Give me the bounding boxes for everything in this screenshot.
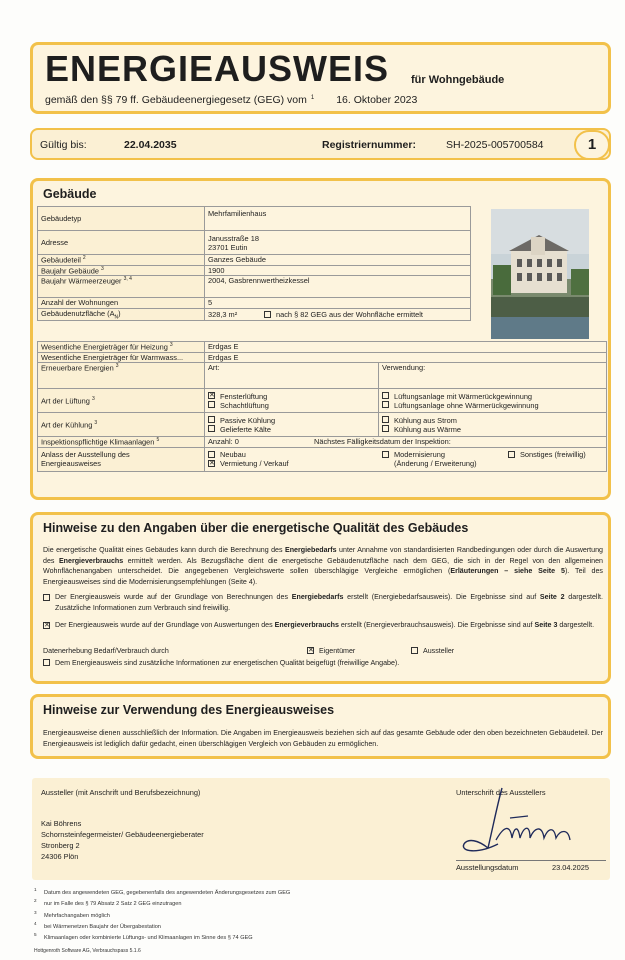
data-collection-row: Datenerhebung Bedarf/Verbrauch durch ✕ Eigentümer Aussteller [43, 646, 455, 655]
row-label: Wesentliche Energieträger für Heizung $^3$ [38, 342, 205, 353]
checkbox [382, 401, 389, 408]
signature-label: Unterschrift des Ausstellers [456, 788, 546, 797]
option-additional-info: Dem Energieausweis sind zusätzliche Informationen zur energetischen Qualität beigefügt (freiwillige Angabe). [43, 658, 603, 669]
row-value: 5 [205, 298, 471, 309]
issuer-label: Aussteller (mit Anschrift und Berufsbezeichnung) [41, 788, 201, 797]
checkbox [208, 416, 215, 423]
hints-usage-heading: Hinweise zur Verwendung des Energieausweises [43, 703, 335, 717]
law-reference [45, 94, 417, 106]
row-label: Baujahr Wärmeerzeuger $^{3, 4}$ [38, 276, 205, 298]
title-box [30, 42, 611, 114]
law-footnote-ref: 1 [310, 94, 315, 101]
option-demand-based: Der Energieausweis wurde auf der Grundlage von Berechnungen des Energiebedarfs erstellt (Energiebedarfsausweis). Die Ergebnisse sind auf Seite 2 dargestellt. Zusätzliche Informationen zum Verbrauch sind freiwillig. [43, 592, 603, 613]
row-value: 328,3 m² nach § 82 GEG aus der Wohnfläche ermittelt [205, 308, 471, 320]
checkbox [382, 392, 389, 399]
issue-date: 23.04.2025 [552, 863, 589, 872]
cooling-options-a: Passive Kühlung Gelieferte Kälte [205, 413, 379, 437]
cooling-options-b: Kühlung aus Strom Kühlung aus Wärme [379, 413, 607, 437]
ventilation-options-b: Lüftungsanlage mit Wärmerückgewinnung Lüftungsanlage ohne Wärmerückgewinnung [379, 389, 607, 413]
renewable-use: Verwendung: [379, 363, 607, 389]
checkbox [208, 401, 215, 408]
row-label: Anzahl der Wohnungen [38, 298, 205, 309]
checkbox [208, 425, 215, 432]
hints-intro-paragraph: Die energetische Qualität eines Gebäudes kann durch die Berechnung des Energiebedarfs unter Annahme von standardisierten Randbedingungen oder durch die Auswertung des Energieverbrauchs ermittelt werden. Als Bezugsfläche dient die energetische Gebäudenutzfläche nach dem GEG, die sich in der Regel von den allgemeinen Wohnflächenangaben unterscheidet. Die angegebenen Vergleichswerte sollen überschlägige Vergleiche ermöglichen (Erläuterungen – siehe Seite 5). Teil des Energieausweises sind die Modernisierungsempfehlungen (Seite 4). [43, 546, 603, 586]
footnotes [34, 886, 290, 942]
issuer-section [32, 778, 610, 880]
row-label: Erneuerbare Energien $^3$ [38, 363, 205, 389]
option-consumption-based: ✕ Der Energieausweis wurde auf der Grundlage von Auswertungen des Energieverbrauchs erstellt (Energieverbrauchsausweis). Die Ergebnisse sind auf Seite 3 dargestellt. [44, 621, 595, 629]
document-subtitle: für Wohngebäude [411, 74, 505, 86]
registration-label: Registriernummer: [322, 139, 416, 151]
row-label: Gebäudeteil $^2$ [38, 255, 205, 266]
row-label: Inspektionspflichtige Klimaanlagen $^5$ [38, 437, 205, 448]
row-value: Mehrfamilienhaus [205, 207, 471, 231]
row-label: Art der Kühlung $^3$ [38, 413, 205, 437]
footnote: $^2$nur im Falle des § 79 Absatz 2 Satz 2 GEG einzutragen [34, 898, 182, 908]
row-label: Wesentliche Energieträger für Warmwass... [38, 352, 205, 363]
checkbox [382, 425, 389, 432]
page-number-badge: 1 [574, 130, 610, 160]
signature [458, 782, 592, 860]
law-date: 16. Oktober 2023 [336, 94, 418, 106]
row-value: Ganzes Gebäude [205, 255, 471, 266]
issue-date-label: Ausstellungsdatum [456, 863, 519, 872]
row-value: Erdgas E [205, 352, 607, 363]
row-value: 1900 [205, 265, 471, 276]
area-note: nach § 82 GEG aus der Wohnfläche ermittelt [276, 310, 423, 320]
checkbox-checked: ✕ [44, 622, 50, 629]
checkbox [208, 451, 215, 458]
hints-usage-text: Energieausweise dienen ausschließlich der Information. Die Angaben im Energieausweis beziehen sich auf das gesamte Gebäude oder den oben bezeichneten Gebäudeteil. Der Energieausweis ist lediglich dafür gedacht, einen überschlägigen Vergleich von Gebäuden zu ermöglichen. [43, 729, 603, 748]
building-table-top [37, 206, 471, 321]
hints-usage-section [30, 694, 611, 759]
issuer-title: Schornsteinfegermeister/ Gebäudeenergieberater [41, 830, 204, 839]
hints-quality-heading: Hinweise zu den Angaben über die energetische Qualität des Gebäudes [43, 521, 469, 535]
renewable-type: Art: [205, 363, 379, 389]
checkbox [411, 647, 418, 654]
issuer-city: 24306 Plön [41, 852, 79, 861]
ventilation-options-a: ✕ Fensterlüftung Schachtlüftung [205, 389, 379, 413]
row-label: Baujahr Gebäude $^3$ [38, 265, 205, 276]
row-label: Anlass der Ausstellung des Energieausweises [38, 447, 205, 471]
row-value [205, 231, 471, 255]
checkbox-checked: ✕ [209, 392, 215, 400]
row-label: Art der Lüftung $^3$ [38, 389, 205, 413]
checkbox [382, 451, 389, 458]
row-label: Gebäudetyp [38, 207, 205, 231]
row-value: Erdgas E [205, 342, 607, 353]
footnote: $^4$bei Wärmenetzen Baujahr der Übergabestation [34, 920, 161, 930]
checkbox-checked: ✕ [209, 459, 215, 467]
validity-bar [30, 128, 611, 160]
checkbox [43, 594, 50, 601]
row-label: Gebäudenutzfläche $(A_N)$ [38, 308, 205, 320]
checkbox [508, 451, 515, 458]
footnote: $^1$Datum des angewendeten GEG, gegebenenfalls des angewendeten Änderungsgesetzes zum GEG [34, 887, 291, 896]
inspection-value: Anzahl: 0 Nächstes Fälligkeitsdatum der Inspektion: [205, 437, 607, 448]
building-photo [491, 209, 589, 339]
valid-until-date: 22.04.2035 [124, 139, 177, 151]
building-heading: Gebäude [43, 187, 97, 201]
occasion-options: Neubau Modernisierung Sonstiges (freiwillig) ✕ Vermietung / Verkauf (Änderung / Erweiterung) [205, 447, 607, 471]
registration-number: SH-2025-005700584 [446, 139, 544, 151]
address-street: Janusstraße 18 [208, 233, 259, 243]
checkbox-checked: ✕ [308, 646, 314, 654]
checkbox [264, 311, 271, 318]
issuer-address [41, 818, 204, 862]
checkbox [43, 659, 50, 666]
footnote: $^5$Klimaanlagen oder kombinierte Lüftungs- und Klimaanlagen im Sinne des § 74 GEG [34, 932, 253, 941]
issuer-street: Stronberg 2 [41, 841, 80, 850]
document-title: ENERGIEAUSWEIS [45, 48, 390, 89]
checkbox [382, 416, 389, 423]
hints-quality-section [30, 512, 611, 684]
row-label: Adresse [38, 231, 205, 255]
footnote: $^3$Mehrfachangaben möglich [34, 909, 110, 919]
row-value: 2004, Gasbrennwertheizkessel [205, 276, 471, 298]
issuer-name: Kai Böhrens [41, 819, 82, 828]
law-text: gemäß den §§ 79 ff. Gebäudeenergiegesetz (GEG) vom [45, 94, 307, 106]
building-table-bottom [37, 341, 607, 472]
valid-until-label: Gültig bis: [40, 139, 87, 151]
software-credit: Hottgenroth Software AG, Verbrauchspass 5.1.6 [34, 948, 141, 954]
signature-line [456, 860, 606, 861]
address-city: 23701 Eutin [208, 242, 248, 252]
